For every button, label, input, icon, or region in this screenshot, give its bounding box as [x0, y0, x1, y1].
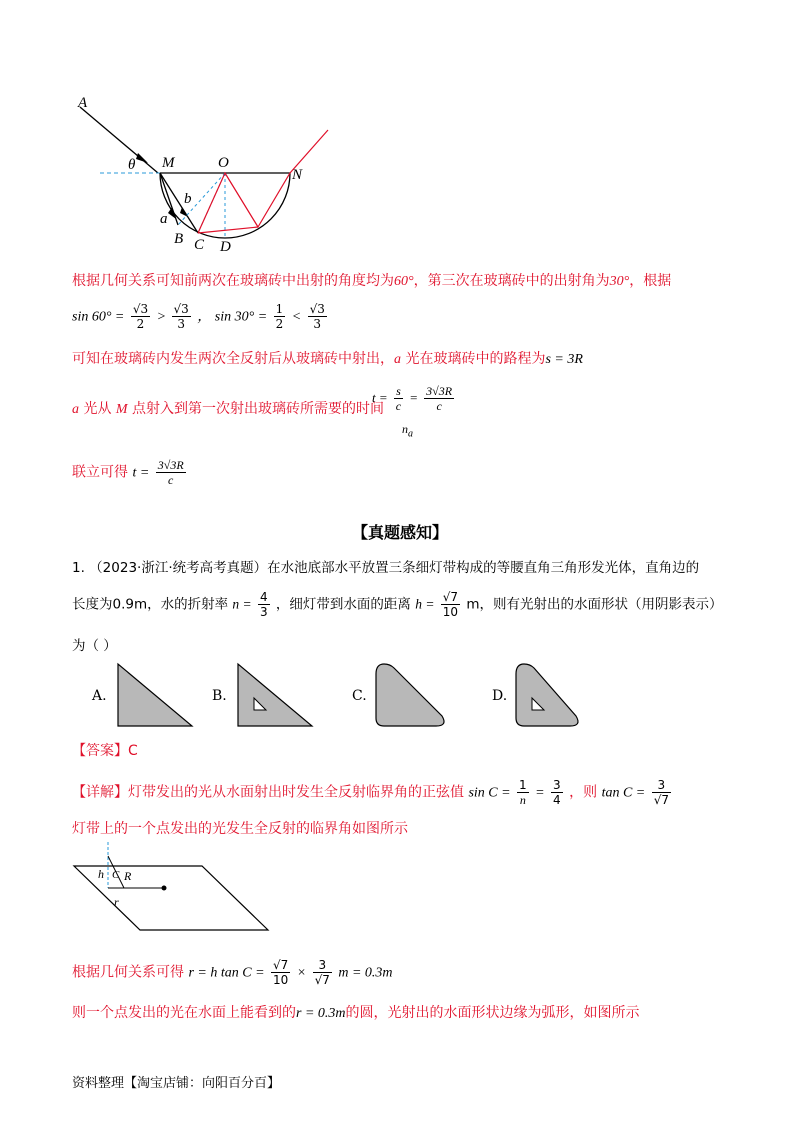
- svg-text:N: N: [292, 167, 303, 183]
- option-c-shape[interactable]: [374, 662, 454, 728]
- svg-text:a: a: [160, 211, 168, 227]
- svg-text:M: M: [162, 155, 175, 171]
- svg-text:O: O: [218, 155, 229, 171]
- geometry-line: 根据几何关系可得 r = h tan C = $\frac{√7}{10}$ × $\frac{3}{√7}$ m = 0.3m: [72, 958, 393, 987]
- svg-text:D: D: [220, 239, 231, 255]
- svg-text:h: h: [98, 867, 104, 881]
- arrow-head: [136, 153, 148, 163]
- label-A: A: [78, 95, 88, 111]
- conclusion-line: 则一个点发出的光在水面上能看到的r = 0.3m的圆，光射出的水面形状边缘为弧形，如图所示: [72, 1005, 640, 1021]
- option-a-shape[interactable]: [116, 662, 196, 728]
- option-b-shape[interactable]: [236, 662, 316, 728]
- sin-comparison: sin 60° = $\frac{√3}{2}$ > $\frac{√3}{3}$ ， sin 30° = $\frac{1}{2}$ < $\frac{√3}{3}$: [72, 302, 325, 331]
- svg-text:b: b: [184, 191, 192, 207]
- svg-text:θ: θ: [128, 157, 136, 173]
- svg-text:B: B: [174, 231, 184, 247]
- footer: 资料整理【淘宝店铺：向阳百分百】: [72, 1076, 281, 1091]
- incident-ray: [80, 107, 158, 173]
- option-d-label[interactable]: D.: [492, 688, 508, 704]
- semicircle-diagram: [70, 95, 350, 260]
- detail-line: 【详解】灯带发出的光从水面射出时发生全反射临界角的正弦值 sin C = $\frac{1}{n}$ = $\frac{3}{4}$ ，则 tan C = $\frac{3}{√7}$: [72, 778, 669, 807]
- question-line-2: 长度为0.9m，水的折射率 n = $\frac{4}{3}$ ，细灯带到水面的距离 h = $\frac{√7}{10}$ m，则有光射出的水面形状（用阴影表示）: [72, 590, 723, 619]
- option-c-label[interactable]: C.: [352, 688, 367, 704]
- explanation-line-5: 联立可得 t = $\frac{3√3R}{c}$: [72, 458, 184, 487]
- svg-text:R: R: [124, 869, 132, 883]
- question-line-1: 1. （2023·浙江·统考高考真题）在水池底部水平放置三条细灯带构成的等腰直角三角形发光体，直角边的: [72, 560, 700, 576]
- reflected-path: [198, 130, 328, 233]
- svg-text:C: C: [194, 237, 205, 253]
- explanation-line-1: 根据几何关系可知前两次在玻璃砖中出射的角度均为60°，第三次在玻璃砖中的出射角为30°，根据: [72, 273, 672, 289]
- explanation-line-4: a 光从 M 点射入到第一次射出玻璃砖所需要的时间: [72, 401, 385, 417]
- svg-text:C: C: [112, 869, 120, 881]
- explanation-line-3: 可知在玻璃砖内发生两次全反射后从玻璃砖中射出，a 光在玻璃砖中的路程为s = 3R: [72, 351, 583, 367]
- time-formula: t = $\frac{s}{c}$ = $\frac{3√3R}{c}$ $n_a$: [372, 384, 453, 440]
- option-d-shape[interactable]: [514, 662, 594, 728]
- svg-text:r: r: [114, 895, 119, 909]
- answer: 【答案】C: [72, 743, 138, 759]
- question-line-3: 为（ ）: [72, 638, 117, 654]
- option-a-label[interactable]: A.: [92, 688, 107, 704]
- section-title: 【真题感知】: [351, 523, 448, 542]
- option-b-label[interactable]: B.: [212, 688, 227, 704]
- detail-line-2: 灯带上的一个点发出的光发生全反射的临界角如图所示: [72, 821, 408, 837]
- critical-angle-diagram: [72, 840, 272, 935]
